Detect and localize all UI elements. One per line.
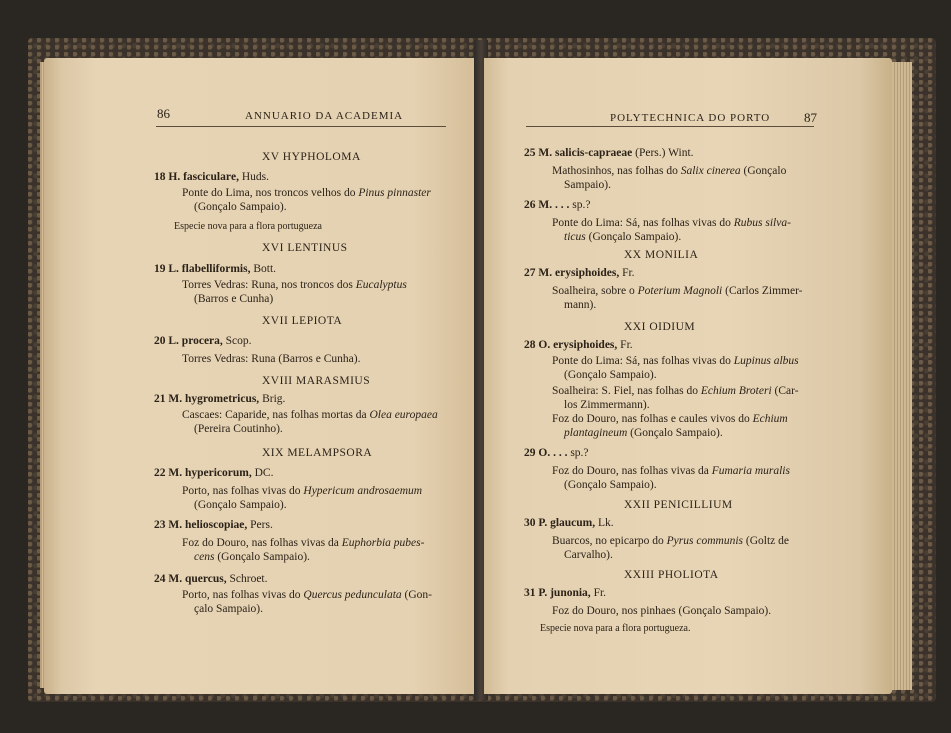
text-run: ONILIA <box>655 249 699 261</box>
left-body2-line <box>194 498 287 512</box>
left-entry-line <box>154 518 273 532</box>
right-section-line <box>624 568 719 582</box>
text-run: sp.? <box>572 199 591 211</box>
text-run: Olea europaea <box>369 409 438 421</box>
text-run: los Zimmermann). <box>564 399 650 411</box>
text-run: (Pereira Coutinho). <box>194 423 283 435</box>
left-entry-line <box>154 466 273 480</box>
text-run: Foz do Douro, nas folhas e caules vivos do <box>552 413 753 425</box>
right-body2-line <box>564 368 657 382</box>
left-page-header: ANNUARIO DA ACADEMIA <box>245 110 404 122</box>
right-section-line <box>624 498 733 512</box>
text-run: (Carlos Zimmer- <box>722 285 803 297</box>
text-run: 20 L. procera, <box>154 335 226 347</box>
text-run: plantagineum <box>564 427 628 439</box>
text-run: XIX M <box>262 447 299 459</box>
right-body-line <box>552 534 789 548</box>
text-run: 18 H. fascicularе, <box>154 171 242 183</box>
text-run: sp.? <box>570 447 589 459</box>
text-run: Torres Vedras: Runa, nos troncos dos <box>182 279 356 291</box>
text-run: cens <box>194 551 215 563</box>
right-entry-line <box>524 516 614 530</box>
left-entry-line <box>154 334 252 348</box>
text-run: Porto, nas folhas vivas do <box>182 485 304 497</box>
right-body-line <box>552 464 790 478</box>
text-run: Sampaio). <box>564 179 611 191</box>
text-run: Especie nova para a flora portugueza <box>174 221 322 232</box>
text-run: Echium <box>752 413 788 425</box>
text-run: Eucalyptus <box>355 279 407 291</box>
right-body-line <box>552 164 786 178</box>
left-body-line <box>182 278 407 292</box>
left-page-number: 86 <box>157 106 170 121</box>
left-body2-line <box>194 550 310 564</box>
text-run: 27 M. erysiphoides, <box>524 267 623 279</box>
text-run: (Gon- <box>401 589 432 601</box>
text-run: Lk. <box>598 517 614 529</box>
text-run: Fr. <box>622 267 635 279</box>
text-run: YPHOLOMA <box>291 151 361 163</box>
right-entry-line <box>524 198 590 212</box>
right-body2-line <box>564 398 650 412</box>
left-note-line <box>174 220 322 234</box>
right-body-line <box>552 284 803 298</box>
text-run: 21 M. hygrometricus, <box>154 393 263 405</box>
text-run: Scop. <box>225 335 252 347</box>
text-run: (Gonçalo Sampaio). <box>194 201 287 213</box>
right-body-line <box>552 216 791 230</box>
text-run: EPIOTA <box>299 315 343 327</box>
right-entry-line <box>524 338 633 352</box>
right-body2-line <box>564 298 596 312</box>
text-run: Fr. <box>593 587 607 599</box>
left-section-line <box>262 446 372 460</box>
text-run: Lupinus albus <box>733 355 799 367</box>
text-run: (Gonçalo Sampaio). <box>564 479 657 491</box>
left-body2-line <box>194 292 273 306</box>
text-run: ARASMIUS <box>306 375 371 387</box>
text-run: 23 M. helioscopiae, <box>154 519 251 531</box>
text-run: XXII P <box>624 499 661 511</box>
text-run: DC. <box>254 467 274 479</box>
text-run: Hypericum androsaemum <box>303 485 423 497</box>
right-entry-line <box>524 586 606 600</box>
text-run: (Gonçalo <box>740 165 787 177</box>
text-run: XVIII M <box>262 375 307 387</box>
left-section-line <box>262 150 361 164</box>
left-section-line <box>262 314 342 328</box>
text-run: mann). <box>564 299 597 311</box>
text-run: Soalheira: S. Fiel, nas folhas do <box>552 385 701 397</box>
right-header-rule <box>526 126 814 127</box>
text-run: ENTINUS <box>294 242 348 254</box>
text-run: Poterium Magnoli <box>637 285 723 297</box>
text-run: Foz do Douro, nas folhas vivas da <box>182 537 342 549</box>
left-section-line <box>262 241 348 255</box>
text-run: Soalheira, sobre o <box>552 285 638 297</box>
text-run: HOLIOTA <box>664 569 719 581</box>
text-run: Ponte do Lima, nos troncos velhos do <box>182 187 359 199</box>
text-run: 22 M. hypericorum, <box>154 467 255 479</box>
text-run: Fr. <box>620 339 633 351</box>
text-run: 30 P. glaucum, <box>524 517 599 529</box>
text-run: Torres Vedras: Runa (Barros e Cunha). <box>182 353 361 365</box>
text-run: Quercus pedunculata <box>303 589 402 601</box>
text-run: (Barros e Cunha) <box>194 293 274 305</box>
right-body-line <box>552 354 799 368</box>
text-run: XV H <box>262 151 292 163</box>
text-run: XVI L <box>262 242 295 254</box>
text-run: Brig. <box>262 393 286 405</box>
text-run: Fumaria muralis <box>711 465 790 477</box>
text-run: Pers. <box>250 519 273 531</box>
right-body2-line <box>564 426 723 440</box>
right-entry-line <box>524 446 589 460</box>
text-run: 29 O. . . . <box>524 447 571 459</box>
left-entry-line <box>154 572 268 586</box>
right-note-line <box>540 622 690 636</box>
text-run: Cascaes: Caparide, nas folhas mortas da <box>182 409 370 421</box>
text-run: IDIUM <box>658 321 696 333</box>
left-body-line <box>182 588 432 602</box>
right-body-line <box>552 384 799 398</box>
text-run: XXI O <box>624 321 659 333</box>
right-body-line <box>552 412 788 426</box>
text-run: 31 P. junonia, <box>524 587 594 599</box>
left-body-line <box>182 186 431 200</box>
left-page <box>44 58 478 694</box>
right-section-line <box>624 320 695 334</box>
right-body2-line <box>564 478 657 492</box>
text-run: Echium Broteri <box>700 385 772 397</box>
text-run: Rubus silva- <box>733 217 791 229</box>
text-run: (Gonçalo Sampaio). <box>194 499 287 511</box>
text-run: Ponte do Lima: Sá, nas folhas vivas do <box>552 355 734 367</box>
text-run: ticus <box>564 231 586 243</box>
text-run: XX M <box>624 249 656 261</box>
text-run: (Car- <box>771 385 799 397</box>
left-entry-line <box>154 392 285 406</box>
text-run: Salix cinerea <box>680 165 741 177</box>
text-run: Foz do Douro, nas folhas vivas da <box>552 465 712 477</box>
left-body-line <box>182 408 438 422</box>
text-run: (Gonçalo Sampaio). <box>564 369 657 381</box>
text-run: (Pers.) Wint. <box>635 147 694 159</box>
text-run: Schroet. <box>229 573 268 585</box>
left-body-line <box>182 352 360 366</box>
text-run: Ponte do Lima: Sá, nas folhas vivas do <box>552 217 734 229</box>
text-run: Carvalho). <box>564 549 613 561</box>
text-run: (Gonçalo Sampaio). <box>585 231 682 243</box>
text-run: 25 M. salicis-capraeae <box>524 147 636 159</box>
right-body-line <box>552 604 771 618</box>
text-run: Euphorbia pubes- <box>341 537 425 549</box>
text-run: XXIII P <box>624 569 665 581</box>
text-run: Buarcos, no epicarpo do <box>552 535 667 547</box>
right-entry-line <box>524 266 635 280</box>
right-page-number: 87 <box>804 110 817 125</box>
right-body2-line <box>564 230 681 244</box>
left-body-line <box>182 536 424 550</box>
text-run: Huds. <box>241 171 269 183</box>
text-run: ENICILLIUM <box>660 499 733 511</box>
right-section-line <box>624 248 698 262</box>
text-run: 19 L. flabelliformis, <box>154 263 254 275</box>
text-run: Porto, nas folhas vivas do <box>182 589 304 601</box>
right-page <box>484 58 892 694</box>
left-body-line <box>182 484 422 498</box>
left-section-line <box>262 374 370 388</box>
text-run: ELAMPSORA <box>298 447 373 459</box>
right-page-header: POLYTECHNICA DO PORTO <box>610 112 771 124</box>
text-run: 26 M. . . . <box>524 199 573 211</box>
text-run: 28 O. erysiphoides, <box>524 339 621 351</box>
text-run: Pyrus communis <box>666 535 743 547</box>
text-run: Mathosinhos, nas folhas do <box>552 165 681 177</box>
left-entry-line <box>154 170 269 184</box>
text-run: (Gonçalo Sampaio). <box>214 551 310 563</box>
text-run: Foz do Douro, nos pinhaes (Gonçalo Sampaio). <box>552 605 772 617</box>
left-body2-line <box>194 602 263 616</box>
text-run: Especie nova para a flora portugueza. <box>540 623 691 634</box>
right-body2-line <box>564 548 613 562</box>
left-body2-line <box>194 422 283 436</box>
text-run: 24 M. quercus, <box>154 573 230 585</box>
text-run: (Gonçalo Sampaio). <box>627 427 723 439</box>
text-run: Pinus pinnaster <box>358 187 431 199</box>
text-run: Bott. <box>253 263 277 275</box>
text-run: çalo Sampaio). <box>194 603 263 615</box>
right-body2-line <box>564 178 611 192</box>
left-entry-line <box>154 262 276 276</box>
text-run: XVII L <box>262 315 300 327</box>
left-body2-line <box>194 200 287 214</box>
left-header-rule <box>156 126 446 127</box>
right-entry-line <box>524 146 694 160</box>
text-run: (Goltz de <box>743 535 789 547</box>
